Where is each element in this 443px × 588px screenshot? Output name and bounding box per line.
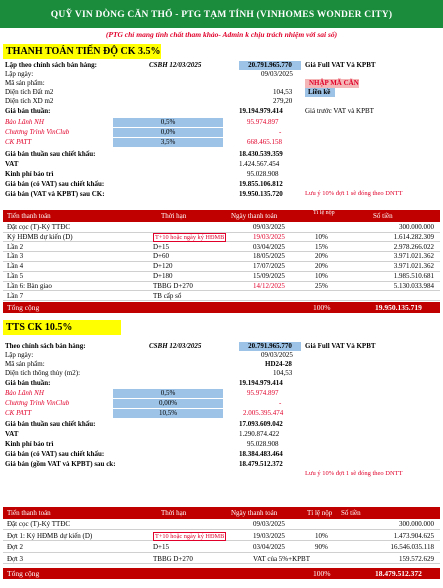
- row-amount: 1.614.282.309: [393, 232, 434, 241]
- vat-row: VAT 1.290.874.422: [5, 430, 280, 438]
- row-pct: 15%: [315, 242, 328, 251]
- row-date: 14/12/2025: [253, 281, 285, 290]
- base-price-row: Giá bán thuần: 19.194.979.414 Giá trước VAT và KPBT: [5, 107, 374, 115]
- row-term: D+120: [153, 262, 173, 271]
- table-row: [3, 555, 440, 565]
- net-price-row: Giá bán thuần sau chiết khấu: 17.093.609.042: [5, 420, 283, 428]
- row-name: Lần 7: [7, 291, 24, 300]
- table-row: [3, 272, 440, 282]
- row-name: Đợt 2: [7, 543, 23, 551]
- price-after-discount-row: Giá bán (có VAT) sau chiết khấu: 19.855.106.812: [5, 180, 283, 188]
- discount-row: CK PATT 10,5% 2.005.395.474: [5, 409, 284, 417]
- row-name: Lần 6: Bàn giao: [7, 281, 52, 290]
- product-code-row: Mã sản phẩm: HD24-28: [5, 360, 292, 368]
- discount-row: Bảo Lãnh NH 0,5% 95.974.897: [5, 389, 279, 397]
- table-row: [3, 543, 440, 553]
- discount-row: Chương Trình VinClub 0,0% -: [5, 128, 282, 136]
- table-row: [3, 282, 440, 292]
- schedule-total-row: Tổng cộng 100% 18.479.512.372: [3, 568, 440, 579]
- row-term: T+10 hoặc ngày ký HĐMB: [155, 532, 225, 540]
- row-amount: 1.985.510.681: [393, 272, 434, 280]
- row-pct: 10%: [315, 232, 328, 241]
- schedule-total-row: Tổng cộng 100% 19.950.135.719: [3, 302, 440, 313]
- row-pct: 10%: [315, 272, 328, 280]
- row-amount: 1.473.904.625: [393, 531, 434, 540]
- row-term: D+60: [153, 252, 170, 261]
- row-amount: 300.000.000: [399, 223, 434, 231]
- row-name: Lần 5: [7, 272, 24, 280]
- row-date: 17/07/2025: [253, 262, 285, 271]
- row-name: Đợt 1: Ký HĐMB dự kiến (D): [7, 531, 93, 540]
- discount-row: CK PATT 3,5% 668.465.158: [5, 138, 282, 146]
- build-area-row: Diện tích XD m2 279,20: [5, 97, 293, 105]
- policy-row: Theo chính sách bán hàng: CSBH 12/03/2025 20.791.965.770 Giá Full VAT Và KPBT: [5, 342, 376, 350]
- date-row: Lập ngày: 09/03/2025: [5, 351, 293, 359]
- row-amount: 2.978.266.022: [393, 242, 434, 251]
- page-title: QUỸ VIN DÒNG CĂN THỔ - PTG TẠM TÍNH (VINHOMES WONDER CITY): [0, 0, 443, 28]
- row-amount: 5.130.033.984: [393, 281, 434, 290]
- table-row: [3, 243, 440, 253]
- row-date: 03/04/2025: [253, 242, 285, 251]
- section2-heading: TTS CK 10.5%: [3, 320, 121, 335]
- vat-row: VAT 1.424.567.454: [5, 160, 280, 168]
- row-term: D+15: [153, 543, 170, 551]
- total-price-row: Giá bán (gồm VAT và KPBT) sau ck: 18.479.512.372: [5, 460, 283, 468]
- row-date: VAT của 5%+KPBT: [253, 554, 310, 563]
- table-row: [3, 262, 440, 272]
- maintenance-fee-row: Kinh phí bảo trì 95.028.908: [5, 170, 279, 178]
- row-term: D+180: [153, 272, 173, 280]
- area-row: Diện tích thông thủy (m2): 104,53: [5, 369, 293, 377]
- row-date: 18/05/2025: [253, 252, 285, 261]
- section1-heading: THANH TOÁN TIẾN ĐỘ CK 3.5%: [3, 44, 161, 59]
- row-pct: 20%: [315, 252, 328, 261]
- table-row: [3, 532, 440, 542]
- date-row: Lập ngày: 09/03/2025: [5, 70, 293, 78]
- price-after-discount-row: Giá bán (có VAT) sau chiết khấu: 18.384.483.464: [5, 450, 283, 458]
- land-area-row: Diện tích Đất m2 104,53 Liền kề: [3, 88, 440, 97]
- row-amount: 159.572.629: [399, 554, 434, 563]
- schedule-table-header: Tiến thanh toán Thời hạn Ngày thanh toán Tỉ lệ nộp Số tiền: [3, 507, 440, 519]
- product-code-input[interactable]: HD24-28: [265, 360, 292, 368]
- row-pct: 25%: [315, 281, 328, 290]
- row-name: Lần 2: [7, 242, 24, 251]
- row-amount: 16.546.035.118: [390, 543, 434, 551]
- row-term: TBBG D+270: [153, 554, 193, 563]
- row-name: Đặt cọc (T)-Ký TTĐC: [7, 223, 71, 231]
- product-type-select[interactable]: Liền kề: [305, 88, 335, 97]
- row-term: D+15: [153, 242, 170, 251]
- discount-row: Bảo Lãnh NH 0,5% 95.974.897: [5, 118, 279, 126]
- row-date: 03/04/2025: [253, 543, 285, 551]
- base-price-row: Giá bán thuần: 19.194.979.414: [5, 379, 283, 387]
- table-row: [3, 233, 440, 243]
- row-pct: 90%: [315, 543, 328, 551]
- row-name: Lần 4: [7, 262, 24, 271]
- row-pct: 20%: [315, 262, 328, 271]
- discount-row: Chương Trình VinClub 0,00% -: [5, 399, 282, 407]
- row-amount: 3.971.021.362: [393, 262, 434, 271]
- row-name: Lần 3: [7, 252, 24, 261]
- net-price-row: Giá bán thuần sau chiết khấu: 18.430.539.359: [5, 150, 283, 158]
- row-amount: 3.971.021.362: [393, 252, 434, 261]
- disclaimer: (PTG chỉ mang tính chất tham khảo- Admin k chịu trách nhiệm với sai số): [105, 30, 338, 39]
- total-price-row: Giá bán (VAT và KPBT) sau CK: 19.950.135.720 Lưu ý 10% đợt 1 sẽ đóng theo DNTT: [5, 190, 403, 198]
- row-name: Ký HĐMB dự kiến (D): [7, 232, 73, 241]
- row-name: Đặt cọc (T)-Ký TTĐC: [7, 520, 71, 528]
- table-row: [3, 292, 440, 302]
- row-amount: 300.000.000: [399, 520, 434, 528]
- maintenance-fee-row: Kinh phí bảo trì 95.028.908: [5, 440, 279, 448]
- row-name: Đợt 3: [7, 554, 23, 563]
- row-term: TB cấp sổ: [153, 291, 182, 300]
- row-date: 09/03/2025: [253, 223, 285, 231]
- row-date: 19/03/2025: [253, 531, 285, 540]
- row-date: 19/03/2025: [253, 232, 285, 241]
- table-row: [3, 252, 440, 262]
- schedule-table-header: Tiến thanh toán Thời hạn Ngày thanh toán Tỉ lệ nộp Số tiền: [3, 210, 440, 222]
- total-note: Lưu ý 10% đợt 1 sẽ đóng theo DNTT: [305, 470, 403, 477]
- product-code-row: Mã sản phẩm: NHẬP MÃ CĂN: [5, 79, 359, 87]
- row-date: 15/09/2025: [253, 272, 285, 280]
- product-code-input[interactable]: NHẬP MÃ CĂN: [305, 79, 359, 88]
- table-row: [3, 223, 440, 233]
- row-date: 09/03/2025: [253, 520, 285, 528]
- table-row: [3, 520, 440, 530]
- policy-row: Lập theo chính sách bán hàng: CSBH 12/03/2025 20.791.965.770 Giá Full VAT Và KPBT: [5, 61, 376, 69]
- row-pct: 10%: [315, 531, 328, 540]
- row-term: TBBG D+270: [153, 281, 193, 290]
- row-term: T+10 hoặc ngày ký HĐMB: [155, 233, 225, 241]
